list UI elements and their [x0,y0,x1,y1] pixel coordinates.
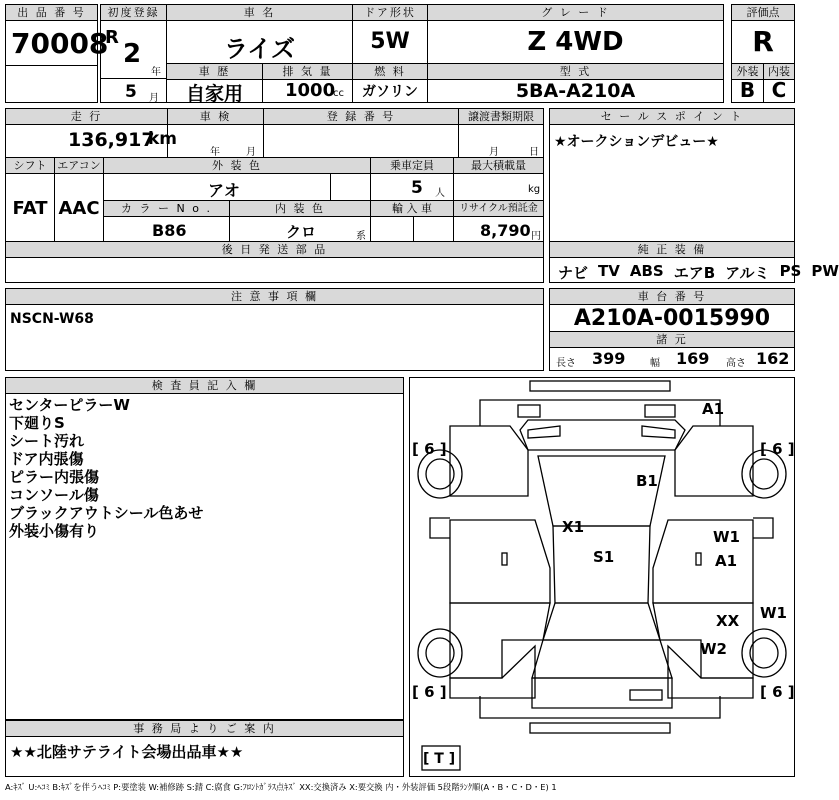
equipment-item: アルミ [725,264,770,282]
history-value: 自家用 [185,83,243,105]
notes-cell [5,288,544,371]
mileage-unit: km [148,129,178,149]
transfer-deadline-label: 譲渡書類期限 [459,109,543,125]
door-cell [352,4,428,64]
transfer-day-unit: 日 [529,147,539,158]
lot-number: 70008 [11,27,109,60]
first-registration-label: 初度登録 [101,5,166,21]
damage-mark: A1 [702,400,725,418]
office-label: 事 務 局 よ り ご 案 内 [6,721,403,737]
damage-mark: S1 [593,548,615,566]
color-number-value: B86 [152,221,187,240]
height-label: 高さ [726,358,746,369]
inspector-line: 下廻りS [9,414,65,432]
damage-mark: W1 [760,604,787,622]
grade-cell [427,4,724,64]
sales-point-cell [549,108,795,242]
fuel-cell [352,63,428,103]
equipment-item: TV [598,262,620,280]
registration-month: 5 [125,82,137,102]
exterior-color-label: 外 装 色 [104,158,370,174]
exterior-grade-cell [731,63,764,103]
door-label: ドア形状 [353,5,427,21]
front-spoiler [530,381,670,391]
inspector-line: ドア内張傷 [9,450,84,468]
length-value: 399 [592,349,626,368]
mileage-label: 走 行 [6,109,167,125]
office-cell [5,720,404,777]
mileage-value: 136,917 [68,129,155,151]
spare-tire-mark: [ T ] [423,751,456,767]
registration-number-label: 登 録 番 号 [264,109,458,125]
import-label: 輸 入 車 [371,201,453,217]
damage-mark: W2 [700,640,727,658]
chassis-number: A210A-0015990 [573,306,771,331]
hood [520,420,685,450]
lot-number-label: 出 品 番 号 [6,5,97,21]
equipment-item: エアB [673,264,716,282]
month-unit: 月 [149,93,159,104]
inspector-line: センターピラーW [9,396,130,414]
damage-mark: W1 [713,528,740,546]
capacity-unit: 人 [435,188,445,199]
left-rear-fender [450,646,535,698]
sales-point-label: セ ー ル ス ポ イ ン ト [550,109,794,125]
car-name-label: 車 名 [167,5,352,21]
interior-color-label: 内 装 色 [230,201,370,217]
inspector-line: 外装小傷有り [9,522,100,540]
right-front-fender [675,426,753,496]
max-load-label: 最大積載量 [454,158,543,174]
chassis-cell [549,288,795,371]
aircon-cell [54,157,104,242]
recycle-value: 8,790 [480,221,531,240]
transfer-deadline-cell [458,108,544,158]
shift-cell [5,157,55,242]
inspector-cell [5,377,404,720]
car-name: ライズ [223,35,296,63]
history-cell [166,63,263,103]
tire-tread-rear-right: [ 6 ] [760,683,795,701]
registration-number-cell [263,108,459,158]
score-value: R [752,25,774,58]
model-label: 型 式 [428,64,723,80]
damage-mark: XX [716,612,740,630]
equipment-item: PW [811,262,839,280]
interior-color-cell [229,200,371,242]
capacity-label: 乗車定員 [371,158,453,174]
notes-label: 注 意 事 項 欄 [6,289,543,305]
left-front-door [450,520,550,603]
interior-grade-label: 内装 [764,64,794,80]
chassis-label: 車 台 番 号 [550,289,794,305]
grade-label: グ レ ー ド [428,5,723,21]
length-label: 長さ [556,358,576,369]
capacity-cell [370,157,454,201]
front-bumper [480,400,720,426]
color-number-label: カ ラ ー N o . [104,201,229,217]
later-parts-label: 後 日 発 送 部 品 [6,242,543,258]
damage-diagram [409,377,795,777]
history-label: 車 歴 [167,64,262,80]
legend-text: A:ｷｽﾞ U:ﾍｺﾐ B:ｷｽﾞを伴うﾍｺﾐ P:要塗装 W:補修跡 S:錆 C:腐食 G:ﾌﾛﾝﾄｶﾞﾗｽ点ｷｽﾞ XX:交換済み X:要交換 内・外装評価 5段階ﾗﾝｸ順(A・B・C・D・E) 1 [5,782,557,792]
model-value: 5BA-A210A [515,80,636,102]
damage-mark: B1 [636,472,658,490]
recycle-label: リサイクル預託金 [454,201,543,217]
max-load-cell [453,157,544,201]
era-letter: R [105,27,119,48]
inspection-month-unit: 月 [246,147,256,158]
interior-color-value: クロ [286,223,317,241]
score-cell [731,4,795,64]
recycle-unit: 円 [531,231,541,242]
damage-mark: X1 [562,518,585,536]
interior-grade-cell [763,63,795,103]
tire-tread-front-left: [ 6 ] [412,440,447,458]
equipment-item: ナビ [558,264,589,282]
left-rear-wheel [418,629,462,677]
model-cell [427,63,724,103]
shift-value: FAT [12,198,48,219]
inspector-line: コンソール傷 [9,486,99,504]
shift-label: シフト [6,158,54,174]
office-text: ★★北陸サテライト会場出品車★★ [10,743,244,761]
exterior-color-value: アオ [208,181,240,200]
color-number-cell [103,200,230,242]
rear-bumper [480,696,720,718]
inspection-label: 車 検 [168,109,263,125]
inspector-line: ブラックアウトシール色あせ [9,504,204,522]
aircon-value: AAC [58,198,100,219]
equipment-cell [549,241,839,283]
year-unit: 年 [151,67,161,78]
equipment-item: ABS [629,262,664,280]
tire-tread-rear-left: [ 6 ] [412,683,447,701]
left-front-fender [450,426,528,496]
mileage-cell [5,108,178,158]
equipment-item: PS [779,262,802,280]
displacement-value: 1000 [285,80,336,101]
equipment-list [558,262,839,283]
specs-label: 諸 元 [550,331,794,348]
tailgate [532,640,672,678]
tire-tread-front-right: [ 6 ] [760,440,795,458]
car-name-cell [166,4,353,64]
width-value: 169 [676,349,710,368]
interior-color-unit: 系 [356,231,366,242]
displacement-label: 排 気 量 [263,64,352,80]
transfer-month-unit: 月 [489,147,499,158]
inspection-year-unit: 年 [210,147,220,158]
import-cell [370,200,454,242]
displacement-unit: cc [333,88,344,99]
damage-mark: A1 [715,552,738,570]
height-value: 162 [756,349,790,368]
width-label: 幅 [650,358,660,369]
inspector-line: シート汚れ [9,432,85,450]
interior-grade: C [771,78,787,102]
windshield [538,456,665,526]
inspection-cell [167,108,264,158]
score-label: 評価点 [732,5,794,21]
right-rear-wheel [742,629,786,677]
capacity-value: 5 [411,178,423,198]
exterior-color-cell [103,157,371,201]
fuel-label: 燃 料 [353,64,427,80]
later-parts-cell [5,241,544,283]
door-value: 5W [370,29,410,54]
inspector-label: 検 査 員 記 入 欄 [6,378,403,394]
rear-window [543,603,660,640]
first-registration-cell [100,4,167,103]
exterior-grade-label: 外装 [732,64,763,80]
equipment-label: 純 正 装 備 [550,242,794,258]
inspector-line: ピラー内張傷 [9,468,100,486]
notes-text: NSCN-W68 [10,311,94,327]
aircon-label: エアコン [55,158,103,174]
fuel-value: ガソリン [362,84,418,100]
grade-value: Z 4WD [527,27,624,57]
inspector-notes [9,396,203,540]
exterior-grade: B [739,78,756,102]
lot-number-cell [5,4,109,103]
sales-point-text: ★オークションデビュー★ [554,134,719,150]
max-load-unit: kg [528,184,541,195]
recycle-cell [453,200,544,242]
registration-year: 2 [123,39,142,69]
rear-spoiler [530,723,670,733]
car-outline-diagram [410,378,794,776]
displacement-cell [262,63,353,103]
